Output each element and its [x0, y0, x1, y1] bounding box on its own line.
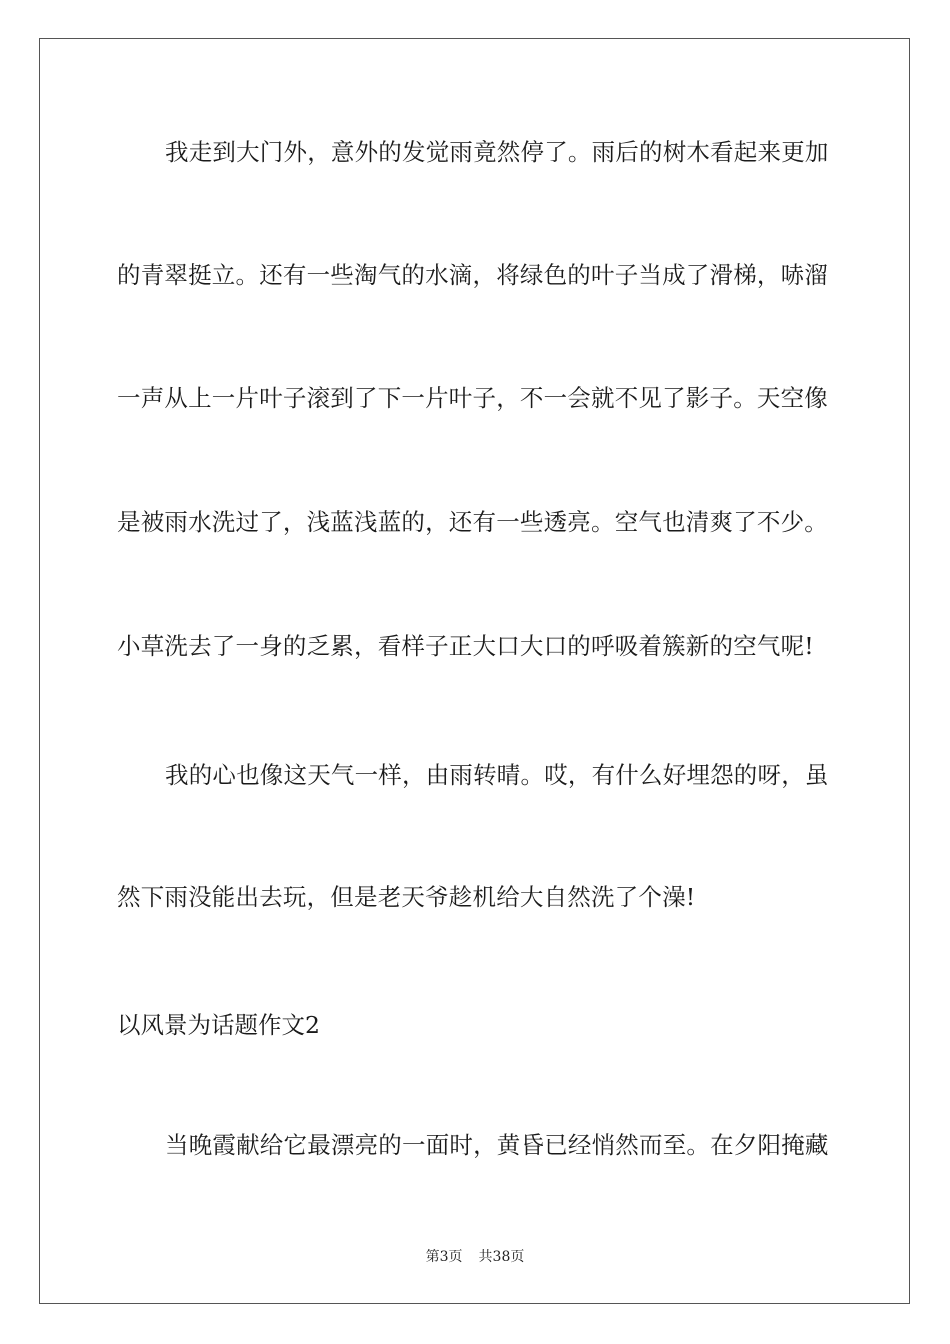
- paragraph-line: 我走到大门外，意外的发觉雨竟然停了。雨后的树木看起来更加: [165, 138, 829, 166]
- paragraph-line: 的青翠挺立。还有一些淘气的水滴，将绿色的叶子当成了滑梯，哧溜: [117, 261, 828, 289]
- section-heading: 以风景为话题作文2: [117, 1011, 320, 1039]
- page-number: 第3页: [425, 1249, 463, 1265]
- paragraph-line: 我的心也像这天气一样，由雨转晴。哎，有什么好埋怨的呀，虽: [165, 761, 829, 789]
- page-border: [39, 38, 910, 1304]
- page-footer: [0, 1248, 950, 1266]
- paragraph-line: 当晚霞献给它最漂亮的一面时，黄昏已经悄然而至。在夕阳掩藏: [165, 1131, 829, 1159]
- total-pages: 共38页: [478, 1249, 525, 1265]
- paragraph-line: 然下雨没能出去玩，但是老天爷趁机给大自然洗了个澡!: [117, 883, 696, 911]
- paragraph-line: 小草洗去了一身的乏累，看样子正大口大口的呼吸着簇新的空气呢!: [117, 632, 814, 660]
- paragraph-line: 是被雨水洗过了，浅蓝浅蓝的，还有一些透亮。空气也清爽了不少。: [117, 508, 828, 536]
- paragraph-line: 一声从上一片叶子滚到了下一片叶子，不一会就不见了影子。天空像: [117, 384, 828, 412]
